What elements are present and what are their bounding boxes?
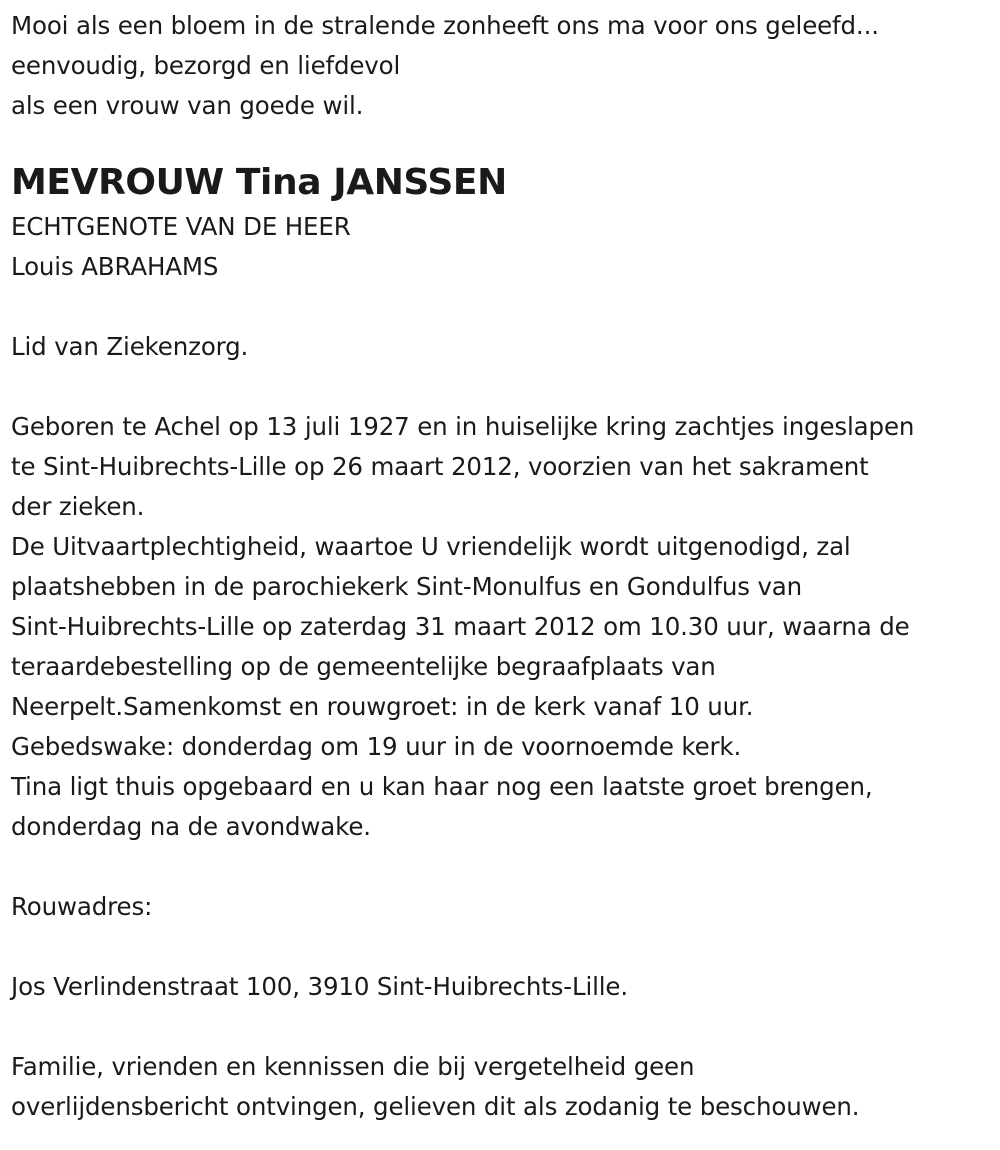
spouse-info — [11, 207, 996, 287]
spacer — [11, 367, 996, 407]
deceased-last-name: JANSSEN — [333, 162, 507, 203]
poem-line: eenvoudig, bezorgd en liefdevol — [11, 51, 401, 80]
funeral-details — [11, 407, 996, 847]
detail-line: der zieken. — [11, 492, 145, 521]
closing-line: Familie, vrienden en kennissen die bij vergetelheid geen — [11, 1052, 695, 1081]
detail-line: donderdag na de avondwake. — [11, 812, 371, 841]
detail-line: plaatshebben in de parochiekerk Sint-Monulfus en Gondulfus van — [11, 572, 803, 601]
mourning-address: Jos Verlindenstraat 100, 3910 Sint-Huibrechts-Lille. — [11, 972, 628, 1001]
poem-line: als een vrouw van goede wil. — [11, 91, 364, 120]
closing-line: overlijdensbericht ontvingen, gelieven dit als zodanig te beschouwen. — [11, 1092, 860, 1121]
membership: Lid van Ziekenzorg. — [11, 332, 249, 361]
spacer — [11, 927, 996, 967]
detail-line: Tina ligt thuis opgebaard en u kan haar nog een laatste groet brengen, — [11, 772, 873, 801]
spouse-line: ECHTGENOTE VAN DE HEER — [11, 212, 351, 241]
poem-line: Mooi als een bloem in de stralende zonheeft ons ma voor ons geleefd... — [11, 11, 879, 40]
detail-line: te Sint-Huibrechts-Lille op 26 maart 2012, voorzien van het sakrament — [11, 452, 869, 481]
deceased-name — [11, 160, 996, 206]
spacer — [11, 126, 996, 160]
detail-line: De Uitvaartplechtigheid, waartoe U vriendelijk wordt uitgenodigd, zal — [11, 532, 851, 561]
detail-line: Sint-Huibrechts-Lille op zaterdag 31 maart 2012 om 10.30 uur, waarna de — [11, 612, 910, 641]
spacer — [11, 287, 996, 327]
closing-note — [11, 1047, 996, 1127]
spacer — [11, 847, 996, 887]
deceased-first-name: Tina — [235, 162, 322, 203]
deceased-title: MEVROUW — [11, 162, 224, 203]
obituary-notice — [11, 6, 996, 1127]
detail-line: teraardebestelling op de gemeentelijke begraafplaats van — [11, 652, 716, 681]
detail-line: Neerpelt.Samenkomst en rouwgroet: in de kerk vanaf 10 uur. — [11, 692, 754, 721]
address-label: Rouwadres: — [11, 892, 153, 921]
detail-line: Gebedswake: donderdag om 19 uur in de voornoemde kerk. — [11, 732, 742, 761]
spouse-line: Louis ABRAHAMS — [11, 252, 219, 281]
spacer — [11, 1007, 996, 1047]
detail-line: Geboren te Achel op 13 juli 1927 en in huiselijke kring zachtjes ingeslapen — [11, 412, 915, 441]
poem — [11, 6, 996, 126]
